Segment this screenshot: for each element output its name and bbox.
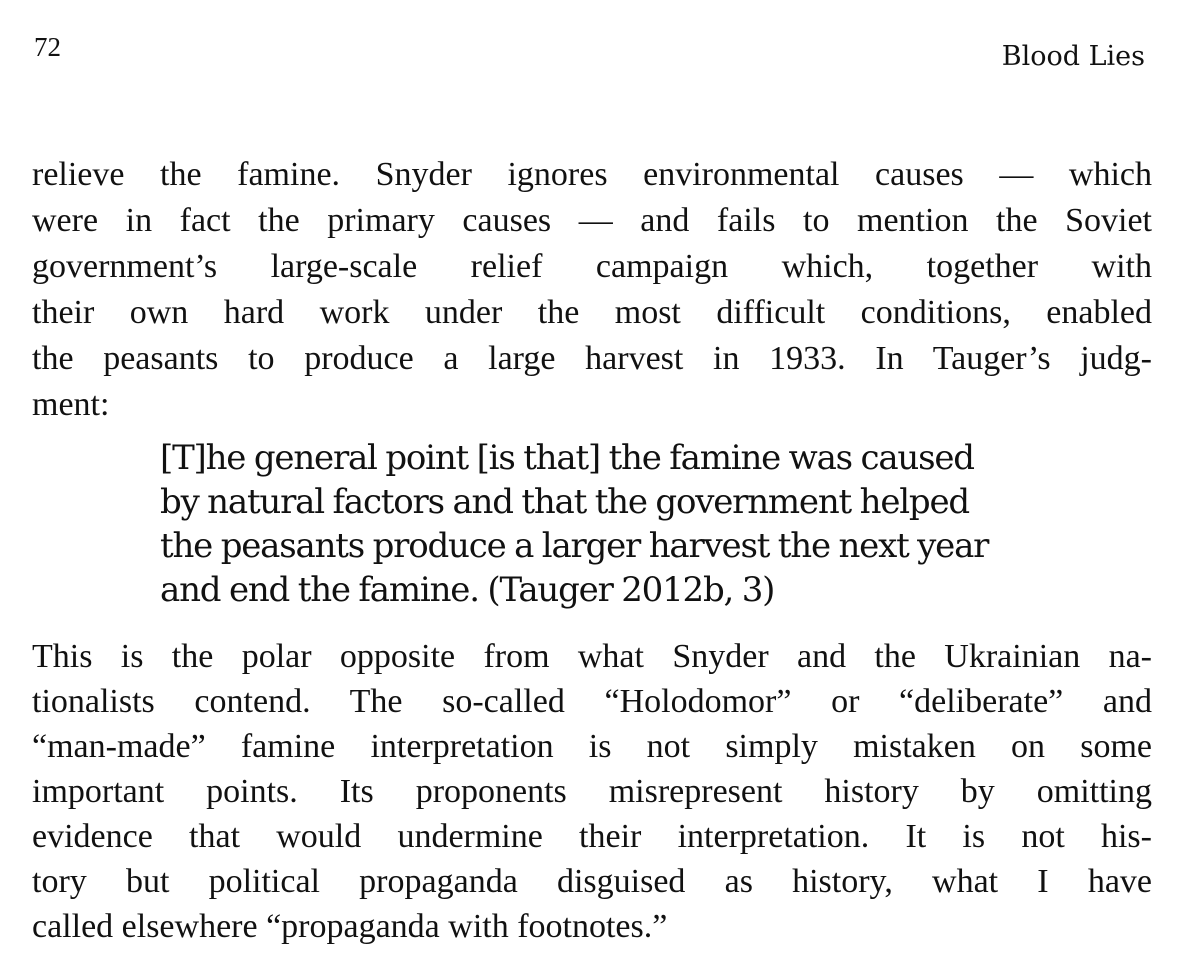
quote-line: and end the famine. (Tauger 2012b, 3) xyxy=(160,570,775,610)
running-head: Blood Lies xyxy=(1001,41,1145,72)
text-line: called elsewhere “propaganda with footnotes.” xyxy=(32,908,668,945)
text-line: government’s large-scale relief campaign which, together with xyxy=(32,248,1152,285)
text-line: tionalists contend. The so-called “Holodomor” or “deliberate” and xyxy=(32,683,1152,720)
paragraph-1 xyxy=(32,152,1152,428)
text-line: the peasants to produce a large harvest in 1933. In Tauger’s judg- xyxy=(32,340,1152,377)
paragraph-2 xyxy=(32,634,1152,949)
text-line: This is the polar opposite from what Snyder and the Ukrainian na- xyxy=(32,638,1152,675)
text-line: their own hard work under the most difficult conditions, enabled xyxy=(32,294,1152,331)
quote-line: by natural factors and that the government helped xyxy=(160,482,969,522)
text-line: important points. Its proponents misrepresent history by omitting xyxy=(32,773,1152,810)
text-line: evidence that would undermine their interpretation. It is not his- xyxy=(32,818,1152,855)
quote-line: [T]he general point [is that] the famine was caused xyxy=(160,438,974,478)
text-line: relieve the famine. Snyder ignores environmental causes — which xyxy=(32,156,1152,193)
text-line: ment: xyxy=(32,386,110,423)
page-number: 72 xyxy=(34,32,61,62)
text-line: were in fact the primary causes — and fails to mention the Soviet xyxy=(32,202,1152,239)
text-line: tory but political propaganda disguised as history, what I have xyxy=(32,863,1152,900)
block-quote xyxy=(160,436,1040,612)
quote-line: the peasants produce a larger harvest the next year xyxy=(160,526,989,566)
text-line: “man-made” famine interpretation is not simply mistaken on some xyxy=(32,728,1152,765)
